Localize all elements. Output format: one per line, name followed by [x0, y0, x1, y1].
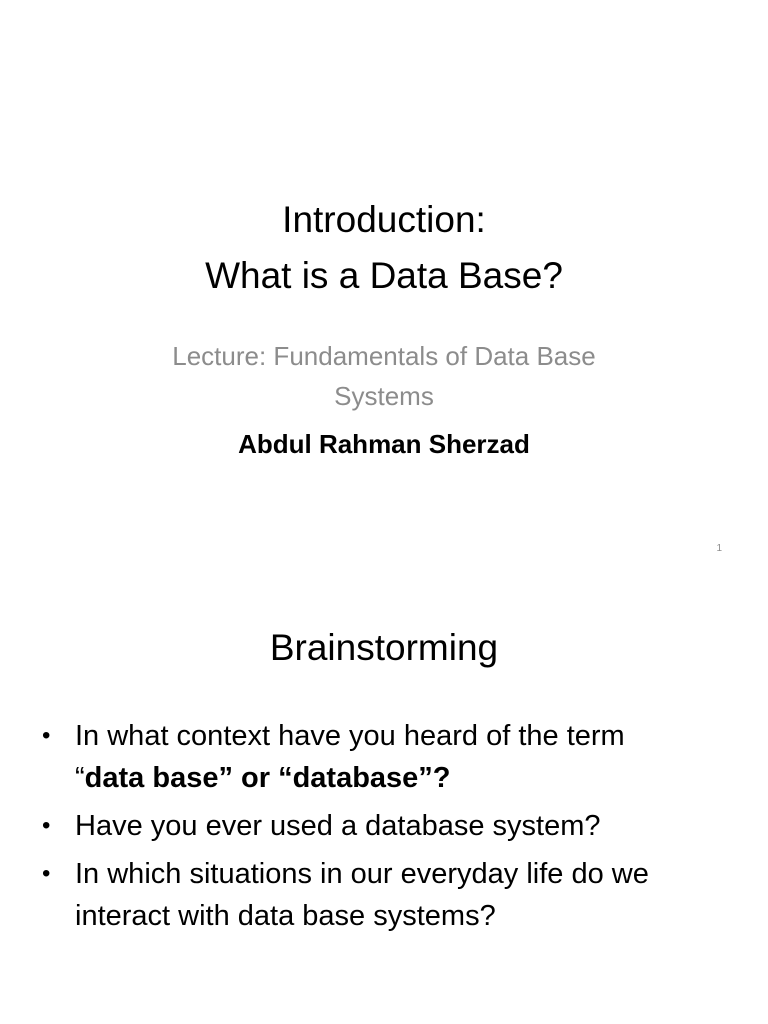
bullet-3-line-2: interact with data base systems?	[75, 900, 496, 932]
bullet-dot-icon: •	[42, 860, 51, 887]
slide-2	[0, 576, 768, 1024]
bullet-list	[34, 715, 734, 943]
bullet-item	[34, 805, 734, 847]
bullet-3-line-1: In which situations in our everyday life do we	[75, 858, 649, 890]
open-quote: “	[75, 762, 85, 794]
slide-1-subtitle	[0, 336, 768, 416]
bullet-item	[34, 853, 734, 937]
bullet-dot-icon: •	[42, 722, 51, 749]
subtitle-line-2: Systems	[334, 381, 434, 411]
bullet-dot-icon: •	[42, 812, 51, 839]
bullet-item	[34, 715, 734, 799]
bullet-1-line-1: In what context have you heard of the term	[75, 720, 625, 752]
slide-2-title: Brainstorming	[269, 627, 499, 668]
subtitle-line-1: Lecture: Fundamentals of Data Base	[172, 341, 596, 371]
page-number: 1	[716, 543, 722, 554]
bold-term: data base” or “database”?	[84, 762, 451, 794]
bullet-2-line-1: Have you ever used a database system?	[75, 810, 601, 842]
bullet-1-line-2	[75, 757, 734, 799]
slide-1-title	[0, 192, 768, 304]
title-line-1: Introduction:	[282, 199, 486, 240]
title-line-2: What is a Data Base?	[205, 255, 563, 296]
author-name: Abdul Rahman Sherzad	[238, 429, 530, 459]
